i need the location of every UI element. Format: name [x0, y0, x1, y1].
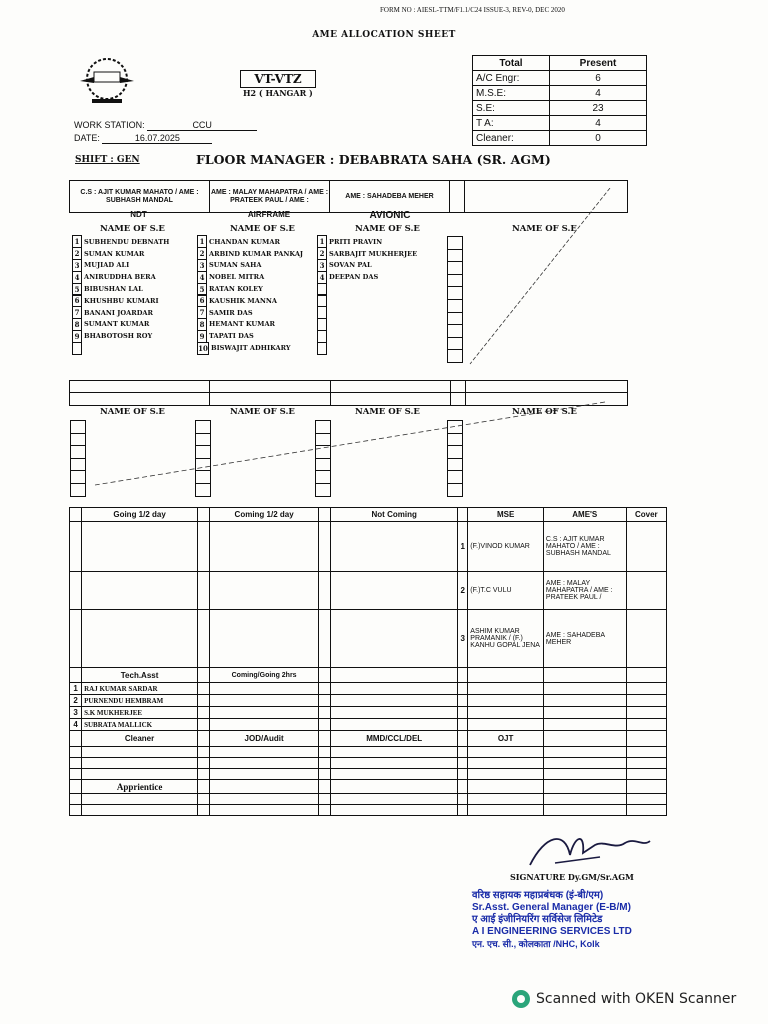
list-item: 4 ANIRUDDHA BERA: [72, 271, 210, 283]
handwritten-signature: [525, 825, 655, 875]
name-of-se-header: NAME OF S.E: [512, 407, 577, 417]
list-item: 7 BANANI JOARDAR: [72, 307, 210, 319]
tech-asst-name: S.K MUKHERJEE: [82, 707, 198, 719]
mse-row-number: 2: [458, 572, 468, 610]
name-of-se-header: NAME OF S.E: [355, 224, 420, 234]
name-of-se-header: NAME OF S.E: [100, 407, 165, 417]
tech-asst-name: PURNENDU HEMBRAM: [82, 695, 198, 707]
shift-label: SHIFT : GEN: [75, 155, 140, 165]
ames-header: AME'S: [543, 508, 626, 522]
list-item: 6 KHUSHBU KUMARI: [72, 295, 210, 307]
se-name: TAPATI DAS: [209, 332, 254, 341]
team-header-airframe: AME : MALAY MAHAPATRA / AME : PRATEEK PAUL / AME :: [210, 181, 330, 212]
se-name: SUMAN SAHA: [209, 261, 262, 270]
jod-audit-header: JOD/Audit: [210, 731, 319, 747]
mse-header: MSE: [468, 508, 544, 522]
list-item: 9 TAPATI DAS: [197, 330, 335, 342]
se-name: MUJIAD ALI: [84, 261, 130, 270]
totals-header-present: Present: [550, 56, 647, 71]
name-of-se-header: NAME OF S.E: [512, 224, 577, 234]
mse-name: (F.)VINOD KUMAR: [468, 522, 544, 572]
work-station-value: CCU: [147, 120, 257, 131]
totals-label: A/C Engr:: [473, 71, 550, 86]
stamp-line: Sr.Asst. General Manager (E-B/M): [472, 902, 631, 913]
se-name: BIBUSHAN LAL: [84, 285, 143, 294]
apprentice-header: Apprientice: [82, 780, 198, 794]
going-half-day-header: Going 1/2 day: [82, 508, 198, 522]
avionic-list: [317, 236, 455, 354]
totals-value: 23: [550, 101, 647, 116]
coming-going-header: Coming/Going 2hrs: [210, 668, 319, 683]
se-name: ARBIND KUMAR PANKAJ: [209, 249, 304, 258]
ndt-list: [72, 236, 210, 354]
se-name: KHUSHBU KUMARI: [84, 296, 159, 305]
totals-value: 6: [550, 71, 647, 86]
strike-line: [460, 188, 620, 368]
blank-number-column: [70, 420, 86, 497]
name-of-se-header: NAME OF S.E: [230, 224, 295, 234]
list-item: 3 MUJIAD ALI: [72, 260, 210, 272]
totals-label: T A:: [473, 116, 550, 131]
scanner-watermark: [512, 990, 736, 1008]
cover-header: Cover: [626, 508, 666, 522]
se-name: SUMAN KUMAR: [84, 249, 145, 258]
tech-asst-header: Tech.Asst: [82, 668, 198, 683]
stamp-line: एन. एच. सी., कोलकाता /NHC, Kolk: [472, 939, 600, 949]
list-item: 1 CHANDAN KUMAR: [197, 236, 335, 248]
se-name: NOBEL MITRA: [209, 273, 265, 282]
totals-header-total: Total: [473, 56, 550, 71]
strike-line: [90, 400, 610, 490]
list-item: 3 SOVAN PAL: [317, 260, 455, 272]
form-number: FORM NO : AIESL-TTM/F1.1/C24 ISSUE-3, REV-0, DEC 2020: [380, 6, 565, 14]
section-avionic: AVIONIC: [369, 210, 411, 221]
se-name: PRITI PRAVIN: [329, 237, 383, 246]
official-stamp: [472, 890, 632, 950]
list-item: 8 SUMANT KUMAR: [72, 319, 210, 331]
totals-value: 4: [550, 116, 647, 131]
list-item: 1 PRITI PRAVIN: [317, 236, 455, 248]
mse-name: (F.)T.C VULU: [468, 572, 544, 610]
list-item: [317, 295, 455, 307]
mmd-header: MMD/CCL/DEL: [331, 731, 458, 747]
list-item: 5 BIBUSHAN LAL: [72, 283, 210, 295]
list-item: 2 SUMAN KUMAR: [72, 248, 210, 260]
se-name: DEEPAN DAS: [329, 273, 379, 282]
stamp-line: A I ENGINEERING SERVICES LTD: [472, 926, 632, 937]
attendance-table: Going 1/2 day Coming 1/2 day Not Coming MSE AME'S Cover 1 (F.)VINOD KUMAR C.S : AJIT KUMAR MAHATO / AME : SUBHASH MANDAL 2 (F.)T.C VULU AME : MALAY MAHAPATRA / AME : PRATEEK PAUL / 3 ASHIM KUMAR PRAMANIK / (F.) KANHU GOPAL JENA AME : SAHADEBA MEHER Tech.Asst Coming/Going 2hrs 1 RAJ KUMAR SARDAR 2 PURNENDU HEMBRAM 3 S.K MUKHERJEE 4 SUBRATA MALLICK Cleaner JOD/Audit MMD/CCL/DEL OJT Apprientice: [69, 507, 667, 816]
totals-label: S.E:: [473, 101, 550, 116]
name-of-se-header: NAME OF S.E: [355, 407, 420, 417]
coming-half-day-header: Coming 1/2 day: [210, 508, 319, 522]
tech-asst-name: RAJ KUMAR SARDAR: [82, 683, 198, 695]
list-item: [317, 330, 455, 342]
sheet-title: AME ALLOCATION SHEET: [312, 30, 456, 40]
se-name: SOVAN PAL: [329, 261, 372, 270]
list-item: [317, 307, 455, 319]
list-item: 3 SUMAN SAHA: [197, 260, 335, 272]
cleaner-header: Cleaner: [82, 731, 198, 747]
list-item: [317, 283, 455, 295]
mse-name: ASHIM KUMAR PRAMANIK / (F.) KANHU GOPAL JENA: [468, 610, 544, 668]
mse-row-number: 3: [458, 610, 468, 668]
list-item: 7 SAMIR DAS: [197, 307, 335, 319]
scanner-label: Scanned with OKEN Scanner: [536, 991, 737, 1007]
se-name: SAMIR DAS: [209, 308, 253, 317]
se-name: ANIRUDDHA BERA: [84, 273, 156, 282]
se-name: BISWAJIT ADHIKARY: [211, 344, 291, 353]
work-station-label: WORK STATION:: [74, 120, 145, 130]
ojt-header: OJT: [468, 731, 544, 747]
signature-label: SIGNATURE Dy.GM/Sr.AGM: [510, 872, 634, 882]
oken-logo-icon: [512, 990, 530, 1008]
tech-asst-name: SUBRATA MALLICK: [82, 719, 198, 731]
ame-assignment: AME : MALAY MAHAPATRA / AME : PRATEEK PAUL /: [543, 572, 626, 610]
list-item: [72, 342, 210, 354]
floor-manager: FLOOR MANAGER : DEBABRATA SAHA (SR. AGM): [196, 152, 551, 167]
se-name: SUMANT KUMAR: [84, 320, 150, 329]
name-of-se-header: NAME OF S.E: [230, 407, 295, 417]
stamp-line: ए आई इंजीनियरिंग सर्विसेज लिमिटेड: [472, 914, 603, 925]
list-item: [317, 342, 455, 354]
list-item: 2 SARBAJIT MUKHERJEE: [317, 248, 455, 260]
ame-assignment: AME : SAHADEBA MEHER: [543, 610, 626, 668]
list-item: 5 RATAN KOLEY: [197, 283, 335, 295]
se-name: BHABOTOSH ROY: [84, 332, 153, 341]
se-name: SARBAJIT MUKHERJEE: [329, 249, 418, 258]
se-name: RATAN KOLEY: [209, 285, 263, 294]
aircraft-registration: VT-VTZ: [240, 70, 316, 88]
list-item: 4 NOBEL MITRA: [197, 271, 335, 283]
ame-assignment: C.S : AJIT KUMAR MAHATO / AME : SUBHASH MANDAL: [543, 522, 626, 572]
airframe-list: [197, 236, 335, 354]
team-header-ndt: C.S : AJIT KUMAR MAHATO / AME : SUBHASH MANDAL: [70, 181, 210, 212]
se-name: CHANDAN KUMAR: [209, 237, 280, 246]
hangar-label: H2 ( HANGAR ): [243, 88, 313, 98]
stamp-line: वरिष्ठ सहायक महाप्रबंधक (इं-बी/एम): [472, 890, 604, 901]
list-item: 2 ARBIND KUMAR PANKAJ: [197, 248, 335, 260]
list-item: 1 SUBHENDU DEBNATH: [72, 236, 210, 248]
name-of-se-header: NAME OF S.E: [100, 224, 165, 234]
se-name: SUBHENDU DEBNATH: [84, 237, 170, 246]
work-station-block: [74, 120, 257, 144]
totals-table: [472, 55, 647, 146]
section-airframe: AIRFRAME: [247, 210, 291, 219]
date-label: DATE:: [74, 133, 100, 143]
se-name: BANANI JOARDAR: [84, 308, 154, 317]
team-header-avionic: AME : SAHADEBA MEHER: [330, 181, 450, 212]
list-item: 9 BHABOTOSH ROY: [72, 330, 210, 342]
totals-value: 4: [550, 86, 647, 101]
list-item: 10 BISWAJIT ADHIKARY: [198, 343, 291, 353]
section-ndt: NDT: [130, 210, 147, 219]
totals-label: Cleaner:: [473, 131, 550, 146]
mse-row-number: 1: [458, 522, 468, 572]
list-item: 8 HEMANT KUMAR: [197, 319, 335, 331]
list-item: 6 KAUSHIK MANNA: [197, 295, 335, 307]
list-item: [317, 319, 455, 331]
not-coming-header: Not Coming: [331, 508, 458, 522]
se-name: KAUSHIK MANNA: [209, 296, 278, 305]
date-value: 16.07.2025: [102, 133, 212, 144]
list-item: 4 DEEPAN DAS: [317, 271, 455, 283]
totals-value: 0: [550, 131, 647, 146]
se-name: HEMANT KUMAR: [209, 320, 276, 329]
company-logo: [72, 55, 142, 111]
totals-label: M.S.E:: [473, 86, 550, 101]
